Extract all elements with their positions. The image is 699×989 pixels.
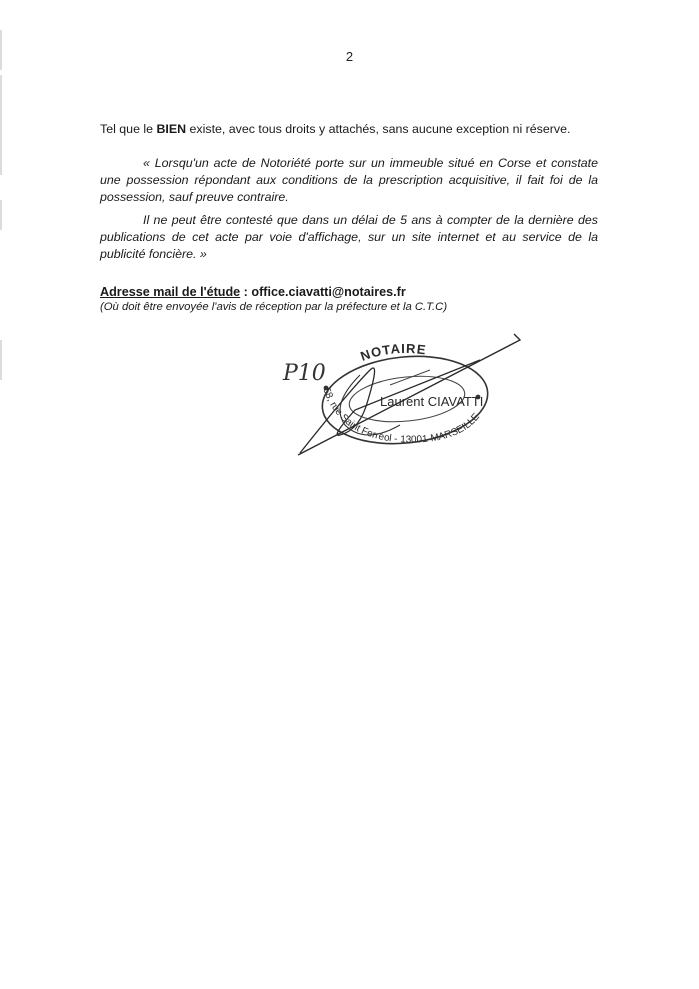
text: Il ne peut être contesté que dans un délai de 5 ans à compter de la dernière des publications de cet acte par voie d'affichage, sur un site internet et au service de la publicité foncière. » — [100, 213, 598, 261]
svg-text:P10: P10 — [283, 361, 326, 386]
bold-term: BIEN — [156, 122, 187, 136]
stamp-icon — [270, 330, 530, 460]
paragraph-contestation — [100, 212, 598, 263]
text: existe, avec tous droits y attachés, sans aucune exception ni réserve. — [186, 122, 571, 136]
notary-stamp-signature — [270, 330, 530, 460]
scan-artifact — [0, 200, 2, 230]
email-note: (Où doit être envoyée l'avis de réception par la préfecture et la C.T.C) — [100, 301, 448, 313]
scan-artifact — [0, 340, 2, 380]
separator: : — [240, 285, 252, 299]
text: Tel que le — [100, 122, 157, 136]
contact-email-line — [100, 285, 406, 300]
text: « Lorsqu'un acte de Notoriété porte sur un immeuble situé en Corse et constate une possession répondant aux conditions de la prescription acquisitive, il fait foi de la possession, sauf preuve contraire. — [100, 156, 598, 204]
scan-artifact — [0, 75, 2, 175]
email-label: Adresse mail de l'étude — [100, 285, 241, 299]
paragraph-notoriete — [100, 155, 598, 206]
svg-text:Laurent CIAVATTI: Laurent CIAVATTI — [380, 394, 484, 409]
email-address[interactable]: office.ciavatti@notaires.fr — [251, 285, 406, 299]
svg-text:NOTAIRE: NOTAIRE — [358, 340, 428, 364]
page-number: 2 — [345, 49, 354, 64]
paragraph-bien — [100, 121, 598, 138]
svg-text:58, rue Saint Ferréol - 13001: 58, rue Saint Ferréol - 13001 MARSEILLE — [320, 386, 482, 446]
